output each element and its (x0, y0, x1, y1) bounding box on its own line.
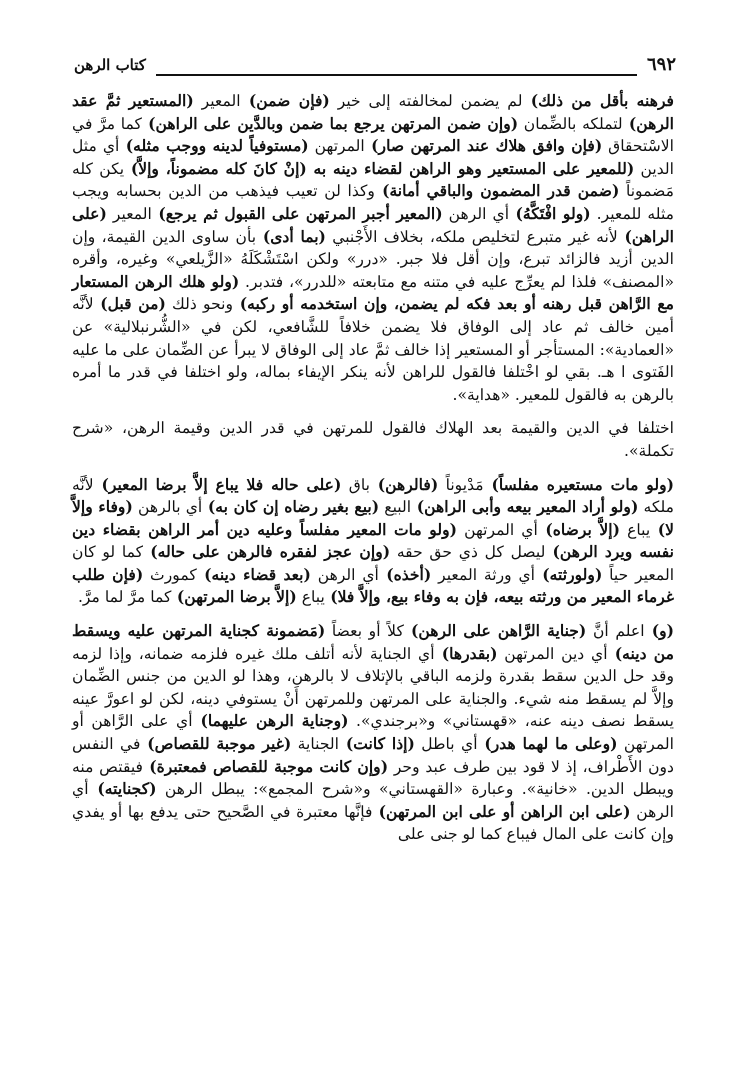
bold-text-run: (بقدرها) (434, 643, 498, 663)
text-run: في النفس دون الأَطْراف، إذ لا قود بين طرف عبد وحر (72, 735, 675, 776)
bold-text-run: (وجناية الرهن عليهما) (192, 711, 349, 731)
text-run: اختلفا في الدين والقيمة بعد الهلاك فالقول للمرتهن في قدر الدين وقيمة الرهن، «شرح تكملة». (72, 419, 674, 460)
text-run: لم يضمن لمخالفته إلى خير (329, 92, 523, 110)
bold-text-run: (المستعير ثمَّ عقد الرهن) (72, 91, 675, 133)
bold-text-run: (أخذه) (378, 564, 432, 584)
bold-text-run: (للمعير على المستعير وهو الراهن لقضاء دينه به (إنْ كانَ كله مضموناً، وإلاَّ) (124, 158, 635, 178)
paragraph (72, 474, 674, 610)
text-run: أي الرهن (72, 780, 674, 821)
running-title: كتاب الرهن (74, 56, 146, 74)
bold-text-run: (مستوفياً لدينه ووجب مثله) (119, 136, 309, 156)
bold-text-run: (ولو هلك الرهن المستعار مع الرَّاهن قبل رهنه أو بعد فكه لم يضمن، وإن استخدمه أو ركبه) (72, 271, 674, 314)
bold-text-run: (فإن وافق هلاك عند المرتهن صار) (364, 136, 603, 156)
page-number: ٦٩٢ (646, 54, 676, 75)
text-run: أي الرهن (442, 204, 510, 223)
text-run: المعير (193, 92, 241, 110)
text-run: فيقتص منه ويبطل الدين. «خانية». وعبارة «القهستاني» و«شرح المجمع»: يبطل الرهن (72, 757, 674, 799)
text-run: كما مرَّ لما مرَّ. (77, 588, 172, 607)
bold-text-run: (وإن كانت موجبة للقصاص فمعتبرة) (143, 756, 389, 776)
bold-text-run: (بيع بغير رضاه إن كان به) (202, 497, 380, 517)
bold-text-run: (و) (644, 621, 674, 641)
text-run: أي الجناية لأنه أتلف ملك غيره فلزمه ضمانه، وإذا لزمه وقد حل الدين سقط بقدرة ولزمه الباقي بالإتلاف لا بالرهن، وهذا لو الدين من جنس الضِّمان وإلاَّ لم يسقط منه شيء. والجناية على المرتهن وللمرتهن أَنْ يستوفي دينه، لكن لو اعورَّ عينه يسقط نصف دينه عنه، «قهستاني» و«برجندي». (72, 644, 674, 731)
text-run: أي على الرَّاهن أو المرتهن (72, 712, 674, 754)
bold-text-run: (غير موجبة للقصاص) (140, 734, 292, 754)
text-run: لأنَّه ملكه (72, 475, 674, 517)
text-run: كما لو كان المعير حياً (72, 543, 675, 584)
text-run: يكن كله مَضموناً (72, 159, 674, 201)
bold-text-run: (إلاَّ برضا المرتهن) (171, 587, 297, 607)
bold-text-run: (وإن ضمن المرتهن يرجع بما ضمن وبالدَّين على الراهن) (141, 113, 519, 133)
text-run: ونحو ذلك (165, 295, 234, 314)
paragraph (72, 90, 674, 406)
bold-text-run: (ضمن قدر المضمون والباقي أمانة) (374, 181, 620, 201)
text-run: فإنَّها معتبرة في الصَّحيح حتى يدفع بها أو يفدي وإن كانت على المال فيباع كما لو جنى على (72, 802, 674, 844)
text-run: أي المرتهن (457, 520, 538, 539)
bold-text-run: (كجنايته) (88, 779, 157, 799)
bold-text-run: (وعلى ما لهما هدر) (477, 734, 618, 754)
paragraph (72, 620, 674, 846)
page-header (74, 52, 676, 76)
text-run: كما مرَّ في الاسْتحقاق (72, 114, 674, 156)
text-run: كمورث (143, 565, 197, 584)
bold-text-run: (فالرهن) (369, 474, 439, 494)
bold-text-run: (ولورثته) (535, 564, 603, 584)
text-run: يباع (296, 588, 325, 607)
text-run: أي باطل (414, 735, 478, 754)
bold-text-run: (إذا كانت) (338, 734, 415, 754)
text-run: اعلم أنَّ (586, 622, 645, 641)
text-run: لأنَّه أمين خالف ثم عاد إلى الوفاق فلا يضمن خلافاً للشَّافعي، لكن في «الشُّرنبلالية» عن «العمادية»: المستأجر أو المستعير إذا خالف ثمَّ عاد إلى الوفاق لا يبرأ عن الضِّمان على ما عليه الفَتوى ا هـ. بقي لو اخْتلفا فالقول للراهن لأنه ينكر الإيفاء بماله، ولو اختلفا في قدر ما أمره بالرهن به فالقول للمعير. «هداية». (72, 295, 674, 404)
bold-text-run: (مَضمونة كجناية المرتهن عليه ويسقط من دينه) (72, 621, 674, 663)
bold-text-run: (وإن عجز لفقره فالرهن على حاله) (143, 542, 391, 562)
bold-text-run: (ولو افْتَكَّهُ) (509, 203, 591, 223)
bold-text-run: (على حاله فلا يباع إلاَّ برضا المعير) (93, 474, 342, 494)
bold-text-run: (ولو أراد المعير بيعه وأبى الراهن) (411, 497, 639, 517)
text-run: أي ورثة المعير (431, 565, 535, 584)
text-run: المعير (106, 204, 152, 223)
text-run: البيع (379, 498, 412, 517)
text-run: أي مثل الدين (72, 137, 674, 178)
bold-text-run: (من قبل) (93, 294, 166, 314)
text-run: مَدْيوناً (438, 475, 484, 494)
bold-text-run: (ولو مات مستعيره مفلساً) (483, 474, 674, 494)
bold-text-run: فرهنه بأقل من ذلك) (522, 91, 675, 110)
text-run: الجناية (291, 735, 339, 754)
text-run: أي بالرهن (132, 498, 203, 517)
bold-text-run: (جناية الرَّاهن على الرهن) (403, 621, 587, 641)
bold-text-run: (على الراهن) (72, 203, 675, 246)
text-run: المرتهن (308, 137, 365, 156)
text-run: وكذا لن تعيب فيذهب من الدين بحسابه ويجب مثله للمعير. (72, 182, 675, 223)
text-run: لتملكه بالضِّمان (518, 114, 623, 133)
text-run: أي الرهن (310, 565, 379, 584)
paragraph (72, 417, 674, 462)
text-run: ليصل كل ذي حق حقه (390, 543, 546, 562)
bold-text-run: (المعير أجبر المرتهن على القبول ثم يرجع) (151, 203, 443, 223)
bold-text-run: (فإن طلب غرماء المعير من ورثته بيعه، فإن به وفاء بيع، وإلاَّ فلا) (72, 564, 674, 607)
text-run: كلاً أو بعضاً (325, 622, 404, 641)
page-body (72, 90, 674, 1065)
text-run: باق (341, 475, 370, 494)
header-rule (156, 62, 637, 76)
bold-text-run: (على ابن الراهن أو على ابن المرتهن) (372, 801, 631, 821)
text-run: أي دين المرتهن (497, 644, 608, 663)
text-run: يباع (620, 520, 651, 539)
bold-text-run: (ولو مات المعير مفلساً وعليه دين أمر الراهن بقضاء دين نفسه ويرد الرهن) (72, 519, 674, 562)
bold-text-run: (وفاء وإلاَّ لا) (72, 497, 675, 539)
text-run: لأنه غير متبرع لتخليص ملكه، بخلاف الأَجْنبي (325, 227, 618, 246)
text-run: بأن ساوى الدين القيمة، وإن الدين أزيد فالزائد تبرع، وإن أقل فلا جبر. «درر» ولكن اسْتَشْكَلَهُ «الزَّيلعي» وغيره، وأقره «المصنف» فلذا لم يعرِّج عليه في متنه مع متابعته «للدرر»، فتدبر. (72, 227, 674, 291)
bold-text-run: (إلاَّ برضاه) (537, 519, 621, 539)
bold-text-run: (بما أدى) (256, 226, 326, 246)
bold-text-run: (بعد قضاء دينه) (196, 564, 311, 584)
bold-text-run: (فإن ضمن) (240, 91, 330, 110)
